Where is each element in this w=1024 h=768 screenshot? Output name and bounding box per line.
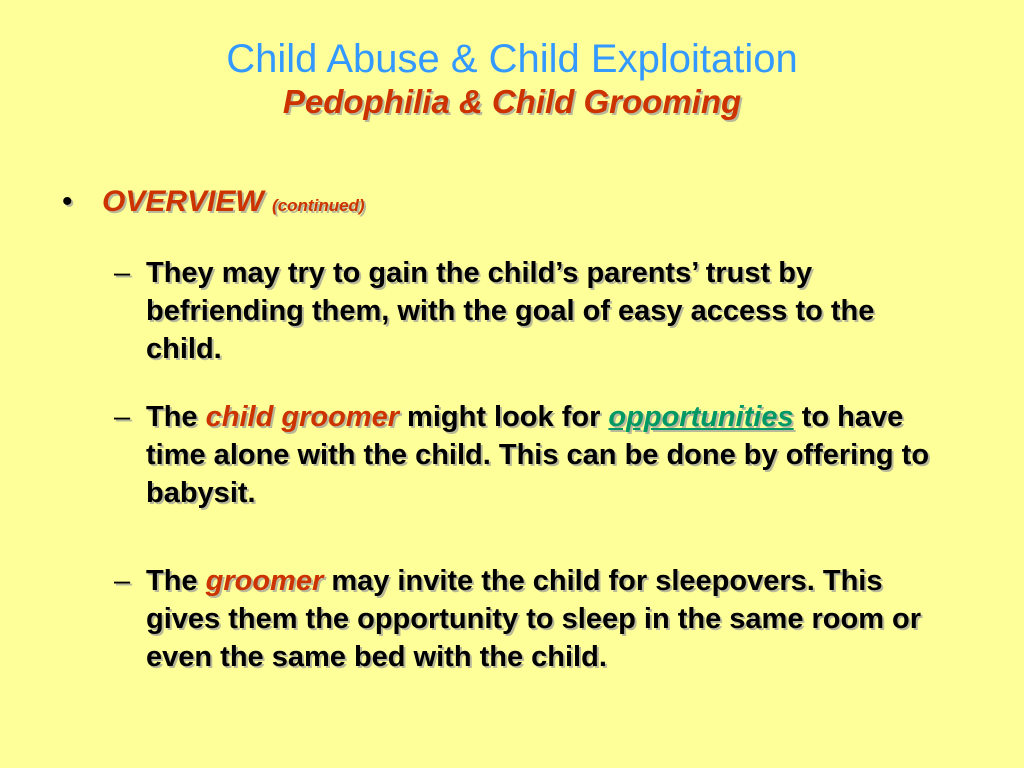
text-post: may invite the child for sleepovers. This gives them the opportunity to sleep in the same room or even the same bed with the child. <box>146 565 922 673</box>
slide-subtitle: Pedophilia & Child Grooming <box>282 83 742 120</box>
sub-bullet-text: They may try to gain the child’s parents’ trust by befriending them, with the goal of easy access to the child. <box>146 257 875 365</box>
text-pre: The <box>146 565 206 597</box>
sub-bullet-3 <box>114 562 954 676</box>
sub-bullet-dash: – <box>114 401 131 433</box>
sub-bullet-text <box>146 398 954 512</box>
bullet-marker: • <box>62 185 73 218</box>
text-post: to have time alone with the child. This can be done by offering to babysit. <box>146 401 930 509</box>
slide-title: Child Abuse & Child Exploitation <box>226 37 798 81</box>
text-mid: might look for <box>398 401 609 433</box>
sub-bullet-2 <box>114 398 954 512</box>
text-pre: The <box>146 401 206 433</box>
bullet-note: (continued) <box>272 196 365 215</box>
sub-bullet-dash: – <box>114 565 131 597</box>
bullet-label: OVERVIEW <box>102 185 264 218</box>
title-block <box>0 36 1024 122</box>
sub-bullet-dash: – <box>114 257 131 289</box>
bullet-overview <box>62 184 365 224</box>
emphasis-child-groomer: child groomer <box>205 401 399 433</box>
emphasis-groomer: groomer <box>205 565 324 597</box>
sub-bullet-text <box>146 562 954 676</box>
sub-bullet-1 <box>114 254 954 368</box>
link-opportunities[interactable]: opportunities <box>608 401 794 433</box>
